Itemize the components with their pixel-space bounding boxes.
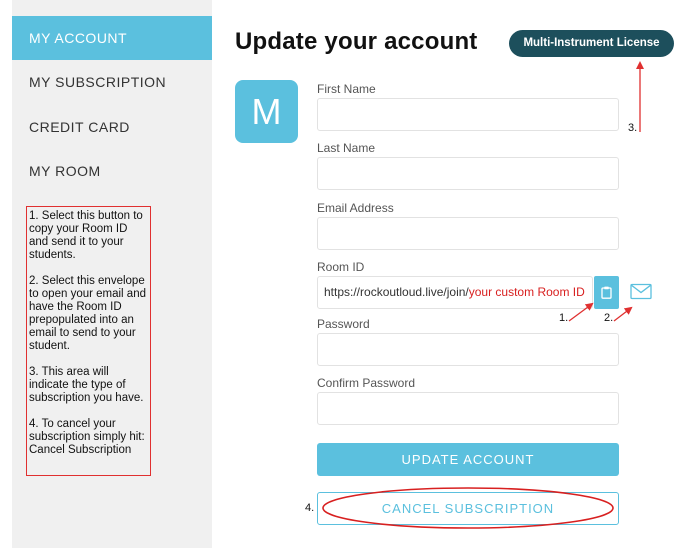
page-title: Update your account [235, 28, 478, 55]
last-name-input[interactable] [317, 157, 619, 190]
license-badge: Multi-Instrument License [509, 30, 674, 57]
confirm-password-label: Confirm Password [317, 376, 416, 390]
first-name-input[interactable] [317, 98, 619, 131]
room-id-label: Room ID [317, 260, 365, 274]
annotation-2: 2. [604, 312, 614, 324]
note-3: 3. This area will indicate the type of subscription you have. [29, 366, 144, 404]
clipboard-icon [601, 286, 612, 299]
cancel-subscription-button[interactable]: CANCEL SUBSCRIPTION [317, 492, 619, 525]
update-account-button[interactable]: UPDATE ACCOUNT [317, 443, 619, 476]
last-name-label: Last Name [317, 141, 376, 155]
avatar: M [235, 80, 298, 143]
sidebar-item-my-room[interactable]: MY ROOM [29, 163, 101, 179]
annotation-4: 4. [305, 502, 315, 514]
copy-room-id-button[interactable] [594, 276, 619, 309]
password-input[interactable] [317, 333, 619, 366]
room-id-base-url: https://rockoutloud.live/join/ [324, 285, 469, 299]
sidebar-item-my-subscription[interactable]: MY SUBSCRIPTION [29, 74, 167, 90]
envelope-icon [630, 283, 652, 300]
annotation-1: 1. [559, 312, 569, 324]
sidebar-item-credit-card[interactable]: CREDIT CARD [29, 119, 130, 135]
confirm-password-input[interactable] [317, 392, 619, 425]
email-room-id-button[interactable] [630, 283, 652, 300]
note-1: 1. Select this button to copy your Room ID and send it to your students. [29, 210, 143, 261]
sidebar-item-my-account[interactable]: MY ACCOUNT [12, 16, 212, 60]
room-id-field[interactable] [317, 276, 593, 309]
password-label: Password [317, 317, 370, 331]
room-id-custom: your custom Room ID [468, 285, 585, 299]
arrow-2 [614, 308, 631, 321]
sidebar [12, 0, 212, 548]
note-2: 2. Select this envelope to open your email and have the Room ID prepopulated into an email to send to your student. [29, 275, 146, 352]
note-4: 4. To cancel your subscription simply hit: Cancel Subscription [29, 418, 145, 456]
instructions-note [26, 206, 151, 476]
annotation-3: 3. [628, 122, 638, 134]
first-name-label: First Name [317, 82, 376, 96]
email-label: Email Address [317, 201, 394, 215]
email-input[interactable] [317, 217, 619, 250]
